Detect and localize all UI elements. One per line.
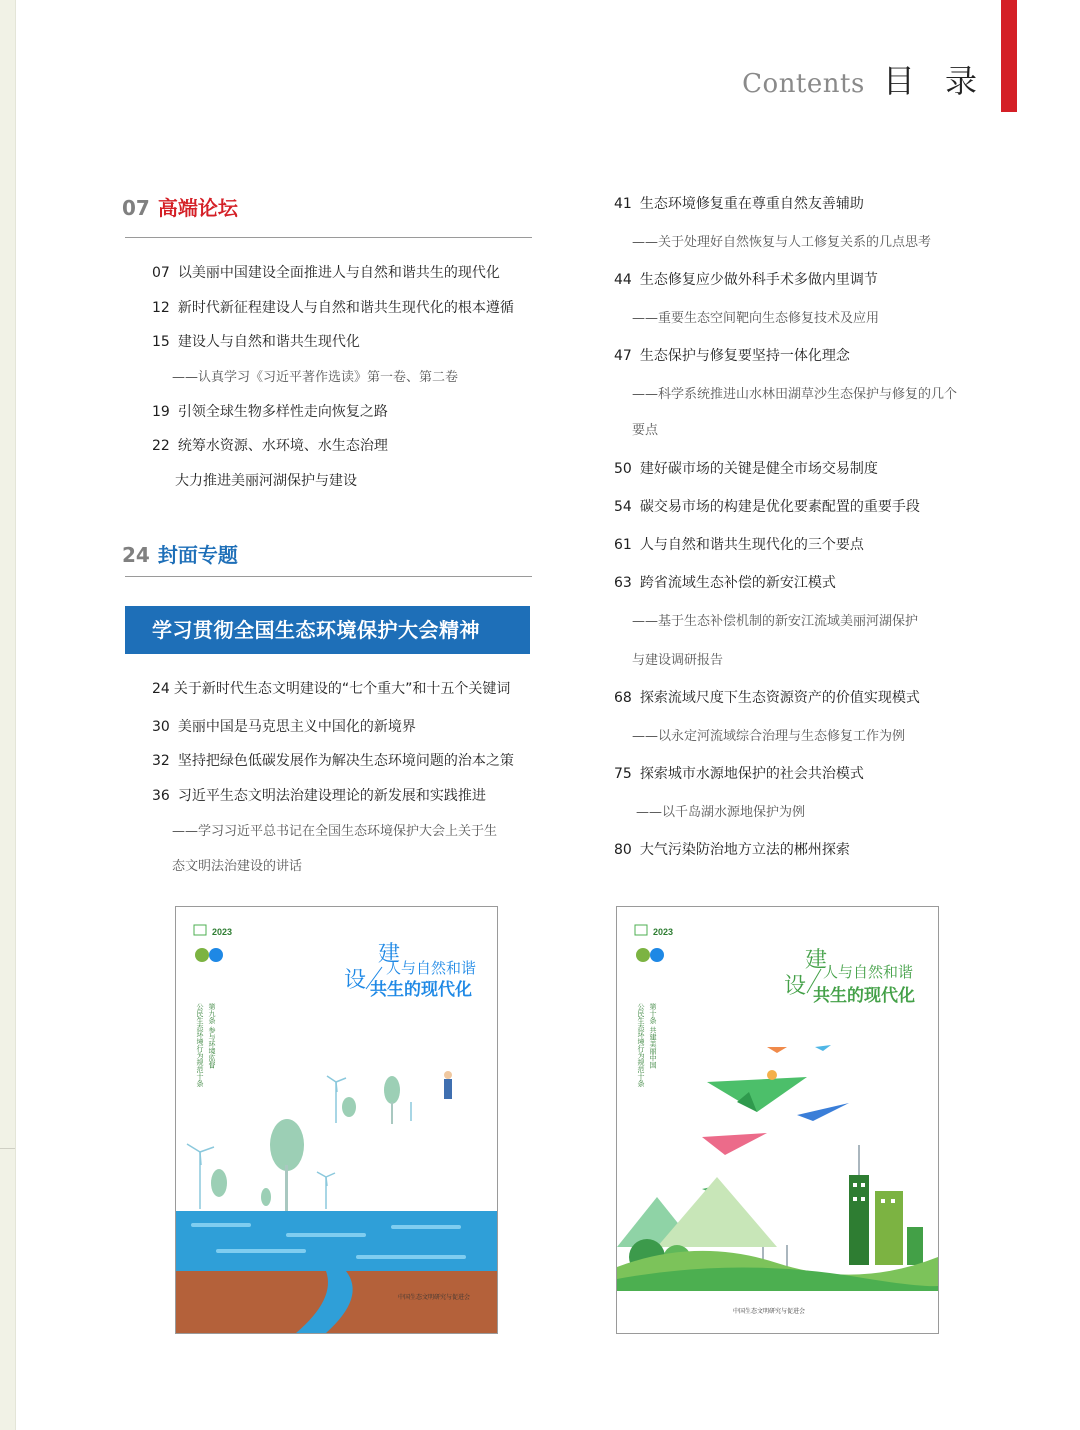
section-divider [125,576,532,577]
cover-vertical-text: 第十条 共建美丽中国 [649,1003,657,1069]
spine-mark [0,1148,15,1149]
cover-illustration-2 [617,907,938,1333]
cover-vertical-text: 公民生态环境行为规范十条 [637,1003,645,1087]
cover-title-char: 建 [805,948,828,973]
cover-image-2[interactable] [616,906,939,1334]
cover-vertical-text: 公民生态环境行为规范十条 [196,1003,204,1087]
toc-entry[interactable]: 75 探索城市水源地保护的社会共治模式 [614,766,864,782]
toc-subtitle: 要点 [632,423,659,438]
cover-vertical-text: 第九条 参与环境监督 [208,1003,216,1069]
cover-publisher: 中国生态文明研究与促进会 [733,1308,806,1315]
toc-subtitle: ——基于生态补偿机制的新安江流域美丽河湖保护 [632,614,919,629]
toc-entry[interactable]: 15 建设人与自然和谐共生现代化 [152,334,360,350]
accent-bar [1001,0,1017,112]
toc-entry[interactable]: 68 探索流域尺度下生态资源资产的价值实现模式 [614,690,920,706]
cover-title-line: 人与自然和谐 [386,959,477,977]
section-number: 24 [122,543,150,567]
toc-subtitle: ——以千岛湖水源地保护为例 [636,805,806,820]
contents-header [742,56,987,102]
toc-subtitle: 与建设调研报告 [632,653,724,668]
section-title: 封面专题 [157,543,238,567]
cover-illustration-1 [176,907,497,1333]
toc-entry[interactable]: 24 关于新时代生态文明建设的“七个重大”和十五个关键词 [152,681,511,697]
toc-subtitle: ——学习习近平总书记在全国生态环境保护大会上关于生 [172,824,498,839]
toc-entry[interactable]: 07 以美丽中国建设全面推进人与自然和谐共生的现代化 [152,265,500,281]
toc-subtitle: ——重要生态空间靶向生态修复技术及应用 [632,311,880,326]
cover-title-line: 共生的现代化 [813,986,915,1006]
page-spine [0,0,16,1430]
toc-entry[interactable]: 36 习近平生态文明法治建设理论的新发展和实践推进 [152,788,486,804]
toc-entry[interactable]: 80 大气污染防治地方立法的郴州探索 [614,842,850,858]
cover-title-char: 建 [378,942,401,967]
contents-title-cn: 目 录 [882,62,987,100]
toc-entry[interactable]: 19 引领全球生物多样性走向恢复之路 [152,404,388,420]
section-forum-heading [122,192,238,221]
cover-title-line: 共生的现代化 [370,980,472,1000]
toc-subtitle: 态文明法治建设的讲话 [172,859,303,874]
toc-entry[interactable]: 41 生态环境修复重在尊重自然友善辅助 [614,196,864,212]
cover-year: 2023 [212,927,233,937]
cover-year: 2023 [653,927,674,937]
toc-entry[interactable]: 61 人与自然和谐共生现代化的三个要点 [614,537,864,553]
section-title: 高端论坛 [157,196,238,220]
cover-image-1[interactable] [175,906,498,1334]
feature-banner: 学习贯彻全国生态环境保护大会精神 [125,606,530,654]
toc-entry[interactable]: 12 新时代新征程建设人与自然和谐共生现代化的根本遵循 [152,300,514,316]
cover-title-char: 设 [344,968,367,993]
toc-subtitle: ——以永定河流域综合治理与生态修复工作为例 [632,729,906,744]
cover-title-line: 人与自然和谐 [823,963,914,981]
toc-entry[interactable]: 22 统筹水资源、水环境、水生态治理 [152,438,388,454]
toc-subtitle: ——认真学习《习近平著作选读》第一卷、第二卷 [172,370,459,385]
toc-entry[interactable]: 47 生态保护与修复要坚持一体化理念 [614,348,850,364]
toc-entry[interactable]: 30 美丽中国是马克思主义中国化的新境界 [152,719,416,735]
toc-entry[interactable]: 63 跨省流域生态补偿的新安江模式 [614,575,836,591]
toc-entry[interactable]: 44 生态修复应少做外科手术多做内里调节 [614,272,878,288]
section-divider [125,237,532,238]
section-cover-heading [122,539,238,568]
toc-entry[interactable]: 54 碳交易市场的构建是优化要素配置的重要手段 [614,499,920,515]
toc-entry[interactable]: 32 坚持把绿色低碳发展作为解决生态环境问题的治本之策 [152,753,514,769]
section-number: 07 [122,196,150,220]
contents-title-en: Contents [742,69,865,99]
cover-title-char: 设 [784,974,807,999]
cover-publisher: 中国生态文明研究与促进会 [398,1294,471,1301]
toc-subtitle: ——关于处理好自然恢复与人工修复关系的几点思考 [632,235,932,250]
toc-entry[interactable]: 50 建好碳市场的关键是健全市场交易制度 [614,461,878,477]
toc-entry-continuation[interactable]: 大力推进美丽河湖保护与建设 [175,473,357,489]
toc-subtitle: ——科学系统推进山水林田湖草沙生态保护与修复的几个 [632,387,958,402]
